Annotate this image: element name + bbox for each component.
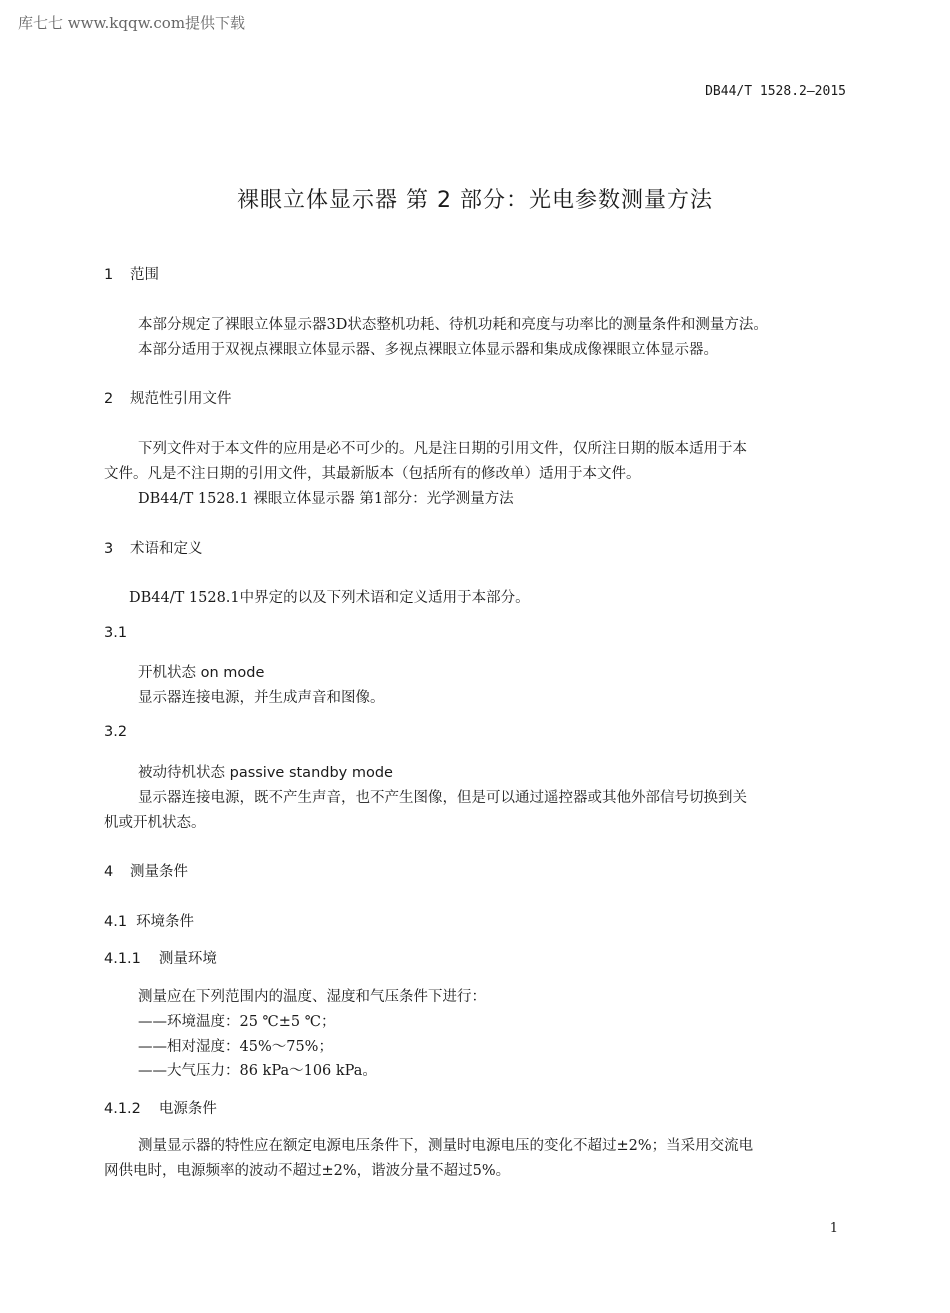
section-title: 术语和定义 [130,541,203,557]
section-number: 4.1 [104,914,128,930]
section-title: 范围 [130,267,159,283]
section-1-heading [104,263,159,284]
paragraph: 测量应在下列范围内的温度、湿度和气压条件下进行： [138,989,486,1005]
term-number: 3.2 [104,724,128,740]
watermark: 库七七 www.kqqw.com提供下载 [18,14,246,32]
section-title: 规范性引用文件 [130,391,232,407]
term-definition: 显示器连接电源，并生成声音和图像。 [138,690,385,706]
section-title: 环境条件 [136,914,195,930]
paragraph: 网供电时，电源频率的波动不超过±2%，谐波分量不超过5%。 [104,1163,511,1179]
paragraph: 本部分适用于双视点裸眼立体显示器、多视点裸眼立体显示器和集成成像裸眼立体显示器。 [138,342,718,358]
section-number: 4.1.1 [104,951,141,967]
standard-number: DB44/T 1528.2—2015 [705,84,846,99]
page-title: 裸眼立体显示器 第 2 部分：光电参数测量方法 [237,188,713,213]
term-name: 被动待机状态 passive standby mode [138,765,393,781]
subsection-4-1-1-heading [104,947,217,968]
section-title: 测量条件 [130,864,188,880]
section-number: 4 [104,864,114,880]
paragraph: 本部分规定了裸眼立体显示器3D状态整机功耗、待机功耗和亮度与功率比的测量条件和测量方法。 [138,317,768,333]
paragraph: 下列文件对于本文件的应用是必不可少的。凡是注日期的引用文件，仅所注日期的版本适用于本 [138,441,747,457]
section-title: 电源条件 [158,1101,217,1117]
subsection-4-1-heading [104,910,194,931]
section-number: 2 [104,391,114,407]
term-definition: 机或开机状态。 [104,815,206,831]
list-item: ——大气压力：86 kPa～106 kPa。 [138,1063,377,1079]
paragraph: DB44/T 1528.1中界定的以及下列术语和定义适用于本部分。 [129,590,530,606]
section-number: 1 [104,267,114,283]
term-name: 开机状态 on mode [138,665,265,681]
term-definition: 显示器连接电源，既不产生声音，也不产生图像，但是可以通过遥控器或其他外部信号切换到关 [138,790,747,806]
list-item: ——环境温度：25 ℃±5 ℃； [138,1014,336,1030]
section-3-heading [104,537,203,558]
paragraph: 文件。凡是不注日期的引用文件，其最新版本（包括所有的修改单）适用于本文件。 [104,466,641,482]
term-number: 3.1 [104,625,128,641]
subsection-4-1-2-heading [104,1097,217,1118]
section-number: 3 [104,541,114,557]
section-4-heading [104,860,188,881]
normative-reference: DB44/T 1528.1 裸眼立体显示器 第1部分：光学测量方法 [138,491,514,507]
paragraph: 测量显示器的特性应在额定电源电压条件下，测量时电源电压的变化不超过±2%；当采用交流电 [138,1138,754,1154]
list-item: ——相对湿度：45%～75%； [138,1039,333,1055]
section-number: 4.1.2 [104,1101,141,1117]
section-title: 测量环境 [158,951,217,967]
section-2-heading [104,387,232,408]
page-number: 1 [829,1221,838,1236]
